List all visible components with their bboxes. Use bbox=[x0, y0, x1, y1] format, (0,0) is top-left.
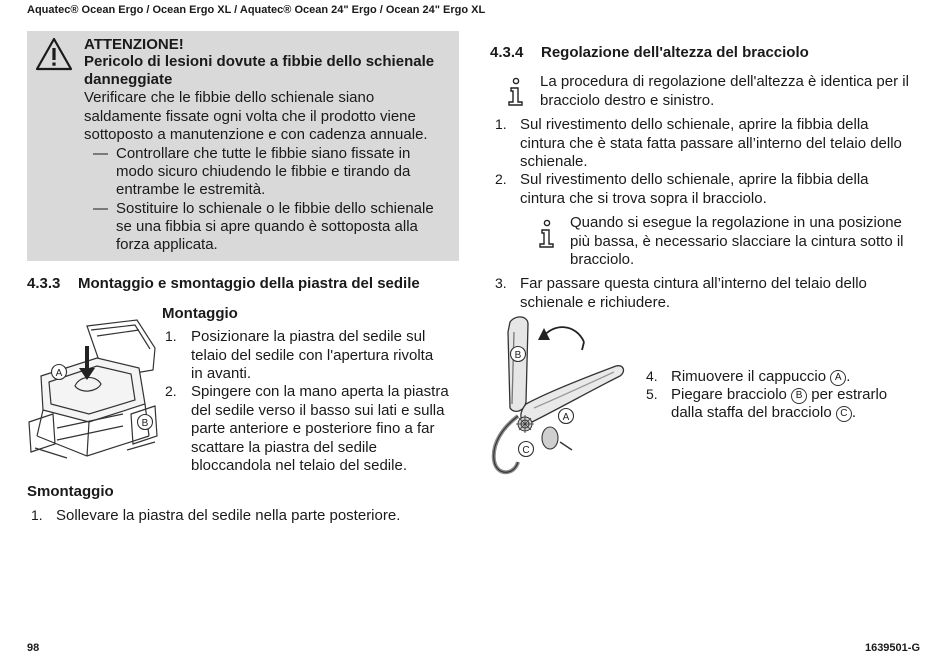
running-header: Aquatec® Ocean Ergo / Ocean Ergo XL / Aquatec® Ocean 24" Ergo / Ocean 24" Ergo XL bbox=[27, 4, 486, 16]
step-number: 5. bbox=[646, 386, 658, 402]
info-note-1-line-2: bracciolo destro e sinistro. bbox=[540, 92, 715, 109]
figure-label-a: A bbox=[562, 412, 570, 423]
info-icon bbox=[537, 219, 555, 249]
warning-triangle-icon bbox=[35, 37, 73, 71]
figure-label-c: C bbox=[522, 445, 530, 456]
bracciolo-step-2-line-1: Sul rivestimento dello schienale, aprire la fibbia della bbox=[520, 171, 869, 188]
warning-subtitle-1: Pericolo di lesioni dovute a fibbie dello schienale bbox=[84, 53, 435, 70]
info-note-2-line-2: più bassa, è necessario slacciare la cintura sotto il bbox=[570, 233, 904, 250]
warning-box bbox=[27, 31, 459, 261]
smontaggio-step-1: Sollevare la piastra del sedile nella parte posteriore. bbox=[56, 507, 401, 524]
figure-label-b: B bbox=[514, 350, 522, 361]
bracciolo-step-1-line-2: cintura che è stata fatta passare all’interno del telaio dello bbox=[520, 135, 902, 152]
smontaggio-title: Smontaggio bbox=[27, 483, 114, 500]
section-4-3-4-heading: Regolazione dell'altezza del bracciolo bbox=[541, 44, 809, 61]
montaggio-step-2-line-3: parte anteriore e posteriore fino a far bbox=[191, 420, 435, 437]
montaggio-step-2-line-4: scattare la piastra del sedile bbox=[191, 439, 377, 456]
bracciolo-step-4: Rimuovere il cappuccio A . bbox=[671, 368, 851, 385]
bracciolo-step-3-line-2: schienale e richiudere. bbox=[520, 294, 671, 311]
montaggio-title: Montaggio bbox=[162, 305, 238, 322]
montaggio-step-1-line-2: telaio del sedile con l'apertura rivolta bbox=[191, 347, 434, 364]
info-note-1-line-1: La procedura di regolazione dell'altezza è identica per il bbox=[540, 73, 909, 90]
step-number: 3. bbox=[495, 275, 507, 291]
step-number: 4. bbox=[646, 368, 658, 384]
info-icon bbox=[506, 77, 524, 107]
seat-plate-figure bbox=[27, 318, 162, 460]
step-number: 1. bbox=[165, 328, 177, 344]
ref-a-icon: A bbox=[830, 370, 846, 386]
step-4-text: Rimuovere il cappuccio bbox=[671, 368, 827, 385]
figure-label-a: A bbox=[55, 368, 63, 379]
info-note-2-line-3: bracciolo. bbox=[570, 251, 635, 268]
page-number: 98 bbox=[27, 642, 40, 654]
dash-bullet: — bbox=[93, 145, 108, 162]
section-4-3-3-number: 4.3.3 bbox=[27, 275, 61, 292]
warning-bullet-1-line-1: Controllare che tutte le fibbie siano fissate in bbox=[116, 145, 411, 162]
warning-text-2: saldamente fissate ogni volta che il prodotto viene bbox=[84, 108, 416, 125]
warning-text-1: Verificare che le fibbie dello schienale siano bbox=[84, 89, 375, 106]
montaggio-step-1-line-1: Posizionare la piastra del sedile sul bbox=[191, 328, 426, 345]
section-4-3-3-heading: Montaggio e smontaggio della piastra del sedile bbox=[78, 275, 420, 292]
ref-b-icon: B bbox=[791, 388, 807, 404]
armrest-figure bbox=[488, 312, 638, 480]
section-4-3-4-number: 4.3.4 bbox=[490, 44, 524, 61]
warning-bullet-2-line-1: Sostituire lo schienale o le fibbie dello schienale bbox=[116, 200, 434, 217]
bracciolo-step-1-line-3: schienale. bbox=[520, 153, 588, 170]
bracciolo-step-3-line-1: Far passare questa cintura all’interno del telaio dello bbox=[520, 275, 867, 292]
info-note-2-line-1: Quando si esegue la regolazione in una posizione bbox=[570, 214, 902, 231]
warning-bullet-2-line-3: forza applicata. bbox=[116, 236, 218, 253]
warning-bullet-1-line-3: entrambe le estremità. bbox=[116, 181, 266, 198]
warning-text-3: sottoposto a manutenzione e con cadenza annuale. bbox=[84, 126, 428, 143]
montaggio-step-2-line-5: bloccandola nel telaio del sedile. bbox=[191, 457, 407, 474]
bracciolo-step-2-line-2: cintura che si trova sopra il bracciolo. bbox=[520, 190, 767, 207]
document-id: 1639501-G bbox=[864, 642, 920, 654]
montaggio-step-2-line-2: del sedile verso il basso sui lati e sulla bbox=[191, 402, 445, 419]
montaggio-step-2-line-1: Spingere con la mano aperta la piastra bbox=[191, 383, 449, 400]
step-number: 1. bbox=[31, 507, 43, 523]
dash-bullet: — bbox=[93, 200, 108, 217]
warning-bullet-2-line-2: se una fibbia si apre quando è sottoposta alla bbox=[116, 218, 418, 235]
bracciolo-step-5-line-1: Piegare bracciolo B per estrarlo bbox=[671, 386, 888, 403]
montaggio-step-1-line-3: in avanti. bbox=[191, 365, 252, 382]
bracciolo-step-1-line-1: Sul rivestimento dello schienale, aprire la fibbia della bbox=[520, 116, 869, 133]
step-number: 2. bbox=[495, 171, 507, 187]
step-number: 2. bbox=[165, 383, 177, 399]
figure-label-b: B bbox=[141, 418, 149, 429]
bracciolo-step-5-line-2: dalla staffa del bracciolo C . bbox=[671, 404, 857, 421]
warning-bullet-1-line-2: modo sicuro chiudendo le fibbie e tirando da bbox=[116, 163, 411, 180]
ref-c-icon: C bbox=[836, 406, 852, 422]
warning-title: ATTENZIONE! bbox=[84, 36, 184, 53]
warning-subtitle-2: danneggiate bbox=[84, 71, 173, 88]
step-number: 1. bbox=[495, 116, 507, 132]
